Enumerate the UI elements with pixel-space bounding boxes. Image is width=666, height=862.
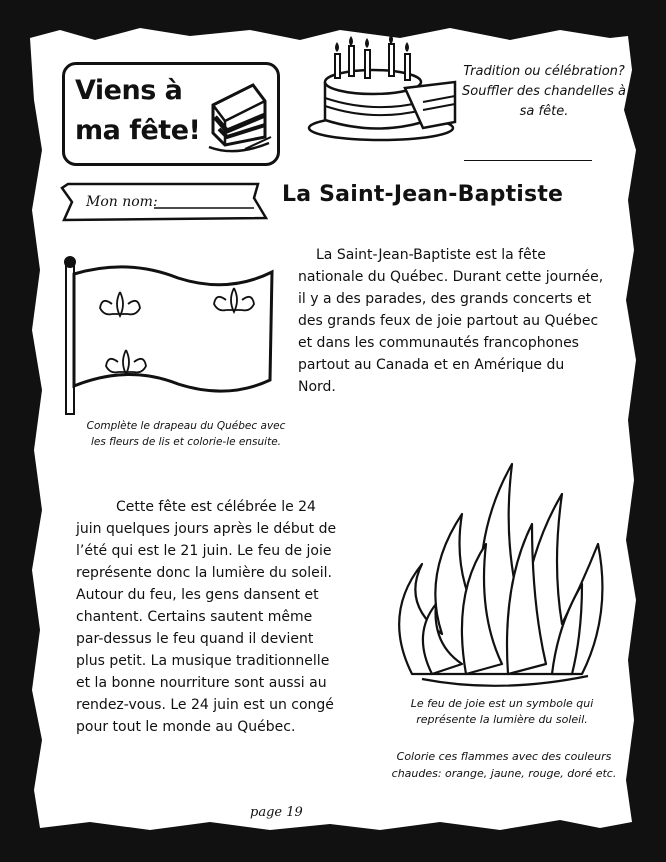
flames-caption-symbol: Le feu de joie est un symbole qui représente la lumière du soleil.: [410, 697, 594, 726]
bonfire-flames-icon: [382, 424, 618, 694]
page-title: La Saint-Jean-Baptiste: [282, 182, 564, 207]
party-title-badge: [62, 62, 280, 166]
name-field-label: Mon nom:: [86, 194, 158, 210]
cake-slice-icon: [205, 75, 275, 155]
flag-caption: Complète le drapeau du Québec avec les fleurs de lis et colorie-le ensuite.: [86, 420, 286, 448]
tradition-question: Tradition ou célébration? Souffler des chandelles à sa fête.: [461, 64, 626, 119]
birthday-cake-icon: [305, 36, 465, 144]
intro-paragraph: La Saint-Jean-Baptiste est la fête nationale du Québec. Durant cette journée, il y a des parades, des grands concerts et des grands feux de joie partout au Québec et dans les communautés francophones partout au Canada et en Amérique du Nord.: [298, 247, 604, 395]
answer-line: [464, 160, 592, 161]
page-number: page 19: [250, 805, 303, 820]
body-paragraph: Cette fête est célébrée le 24 juin quelques jours après le début de l’été qui est le 21 juin. Le feu de joie représente donc la lumière du soleil. Autour du feu, les gens dansent et chantent. Certains sautent même par-dessus le feu quand il devient plus petit. La musique traditionnelle et la bonne nourriture sont aussi au rendez-vous. Le 24 juin est un congé pour tout le monde au Québec.: [76, 499, 337, 735]
quebec-flag-icon: [58, 252, 280, 418]
badge-title: Viens à ma fête!: [75, 75, 201, 146]
flames-caption-colour: Colorie ces flammes avec des couleurs chaudes: orange, jaune, rouge, doré etc.: [391, 750, 617, 780]
